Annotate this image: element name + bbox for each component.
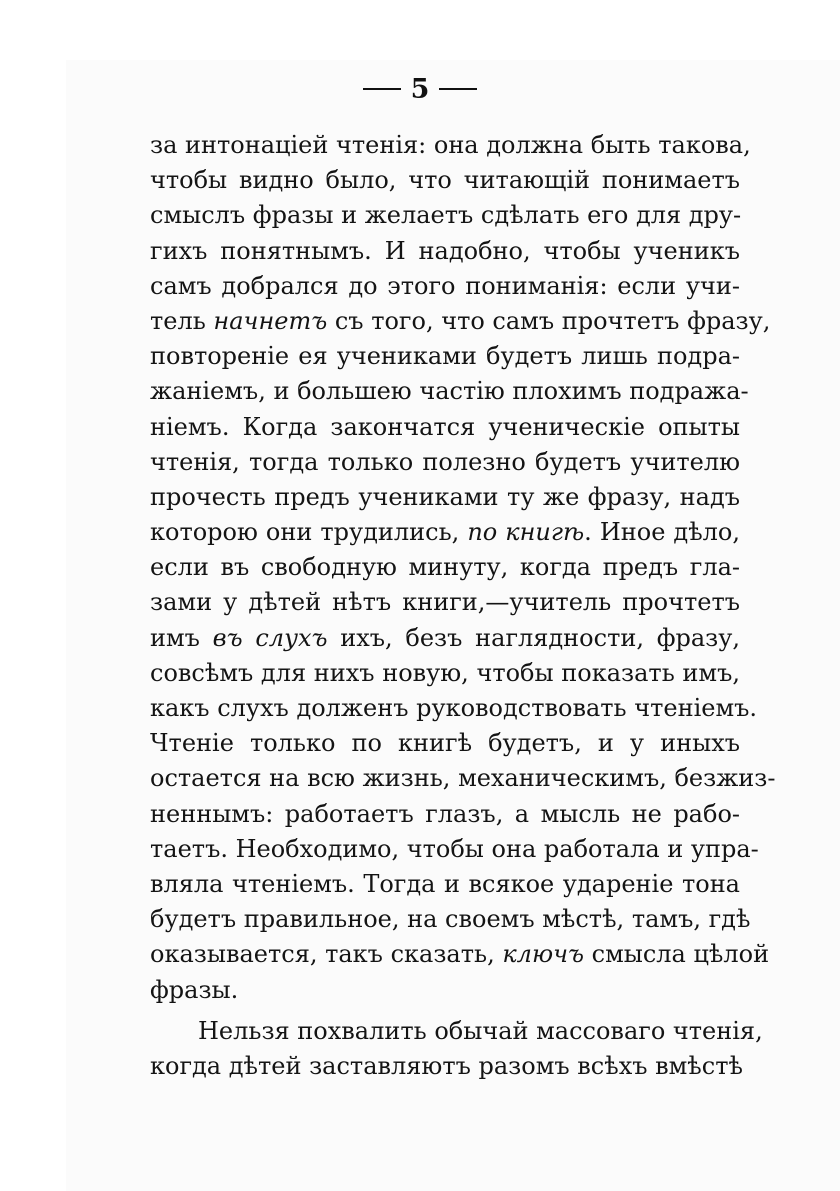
- text-segment: съ того, что самъ прочтетъ фразу,: [327, 306, 771, 335]
- text-segment: будетъ правильное, на своемъ мѣстѣ, тамъ, гдѣ: [150, 905, 751, 934]
- text-line: [150, 937, 770, 972]
- text-segment: чтенія, тогда только полезно будетъ учителю: [150, 447, 740, 476]
- italic-text: по книгѣ: [467, 518, 585, 547]
- text-segment: какъ слухъ долженъ руководствовать чтеніемъ.: [150, 694, 758, 722]
- text-segment: имъ: [150, 623, 213, 652]
- text-line: [150, 445, 740, 480]
- text-line: [150, 726, 740, 761]
- italic-text: ключъ: [502, 940, 584, 969]
- text-line: [150, 621, 740, 656]
- text-segment: гихъ понятнымъ. И надобно, чтобы ученикъ: [150, 236, 740, 265]
- paragraph: [150, 128, 776, 1008]
- text-line: [150, 1014, 763, 1049]
- text-segment: Нельзя похвалить обычай массоваго чтенія,: [198, 1016, 763, 1045]
- text-segment: . Иное дѣло,: [584, 518, 741, 547]
- text-line: [150, 867, 740, 902]
- text-segment: таетъ. Необходимо, чтобы она работала и упра-: [150, 834, 759, 863]
- page-header: [0, 74, 840, 105]
- text-segment: ніемъ. Когда закончатся ученическіе опыты: [150, 412, 740, 441]
- text-segment: Чтеніе только по книгѣ будетъ, и у иныхъ: [150, 729, 740, 758]
- text-segment: жаніемъ, и большею частію плохимъ подража-: [150, 377, 749, 406]
- text-segment: фразы.: [150, 975, 239, 1004]
- text-segment: тель: [150, 306, 214, 335]
- text-line: [150, 761, 776, 796]
- page-number: 5: [410, 74, 430, 105]
- text-line: [150, 198, 740, 233]
- text-line: [150, 374, 749, 409]
- text-segment: самъ добрался до этого пониманія: если учи-: [150, 271, 740, 300]
- text-line: [150, 339, 740, 374]
- text-segment: ихъ, безъ наглядности, фразу,: [327, 623, 740, 652]
- text-segment: неннымъ: работаетъ глазъ, а мысль не рабо-: [150, 799, 740, 828]
- text-line: [150, 550, 740, 585]
- text-segment: за интонаціей чтенія: она должна быть такова,: [150, 131, 751, 159]
- text-line: [150, 691, 758, 726]
- text-segment: если въ свободную минуту, когда предъ гла-: [150, 553, 740, 582]
- text-line: [150, 797, 740, 832]
- text-segment: остается на всю жизнь, механическимъ, безжиз-: [150, 764, 776, 793]
- text-line: [150, 128, 751, 163]
- text-segment: смыслъ фразы и желаетъ сдѣлать его для дру-: [150, 201, 742, 230]
- text-line: [150, 410, 740, 445]
- header-dash-right: [439, 88, 477, 90]
- text-line: [150, 480, 740, 515]
- text-segment: вляла чтеніемъ. Тогда и всякое удареніе тона: [150, 869, 740, 898]
- text-line: [150, 832, 759, 867]
- text-segment: смысла цѣлой: [584, 940, 770, 969]
- text-segment: повтореніе ея учениками будетъ лишь подра-: [150, 342, 740, 371]
- text-line: [150, 1049, 743, 1084]
- text-segment: когда дѣтей заставляютъ разомъ всѣхъ вмѣстѣ: [150, 1051, 743, 1080]
- text-line: [150, 234, 740, 269]
- text-line: [150, 902, 751, 937]
- body-text: [150, 128, 776, 1084]
- text-segment: которою они трудились,: [150, 518, 468, 547]
- text-line: [150, 515, 740, 550]
- text-line: [150, 163, 740, 198]
- text-segment: оказывается, такъ сказать,: [150, 940, 503, 969]
- italic-text: въ слухъ: [212, 623, 328, 652]
- paragraph: [150, 1014, 763, 1084]
- text-segment: чтобы видно было, что читающій понимаетъ: [150, 166, 740, 195]
- text-segment: зами у дѣтей нѣтъ книги,—учитель прочтетъ: [150, 588, 740, 617]
- header-dash-left: [363, 88, 401, 90]
- italic-text: начнетъ: [213, 306, 328, 335]
- text-line: [150, 656, 740, 691]
- text-line: [150, 304, 771, 339]
- text-line: [150, 269, 740, 304]
- text-segment: совсѣмъ для нихъ новую, чтобы показать имъ,: [150, 658, 740, 687]
- text-line: [150, 973, 740, 1008]
- text-line: [150, 585, 740, 620]
- text-segment: прочесть предъ учениками ту же фразу, надъ: [150, 482, 740, 511]
